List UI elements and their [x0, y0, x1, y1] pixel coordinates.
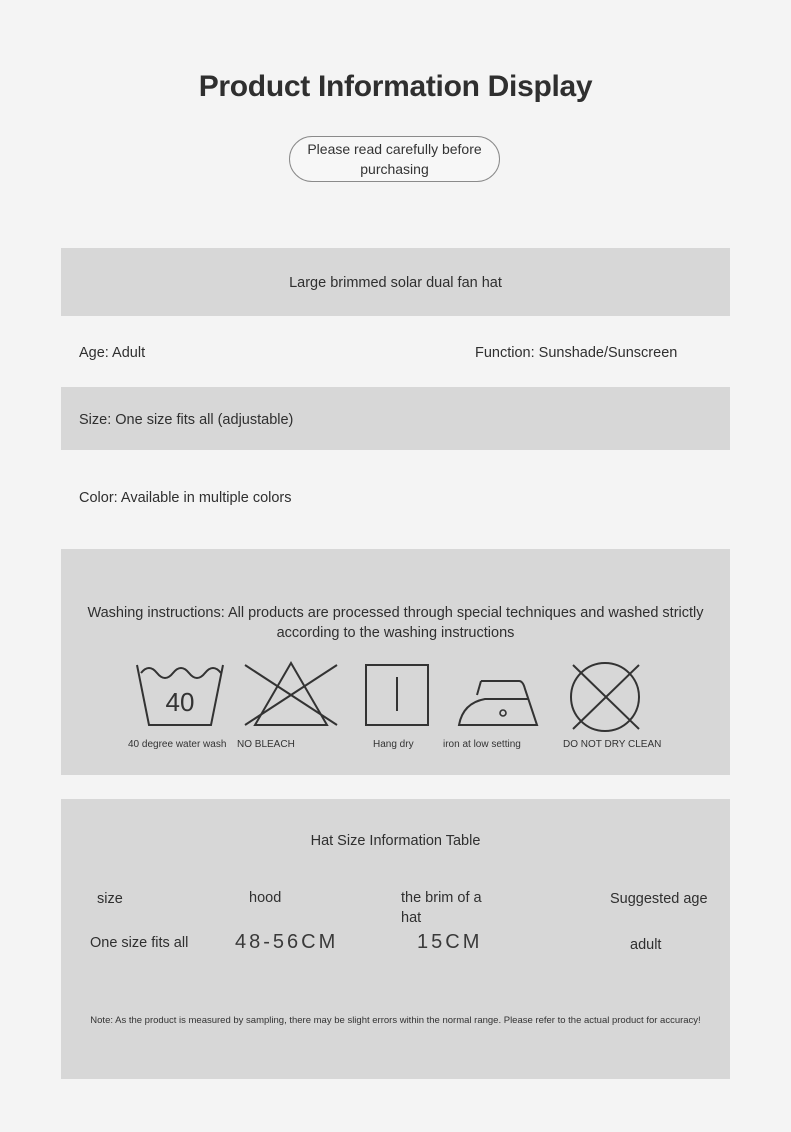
no-bleach-icon — [241, 659, 341, 731]
table-header: the brim of a hat — [401, 890, 482, 926]
measurement-note: Note: As the product is measured by sampling, there may be slight errors within the normal range. Please refer to the actual product for accuracy! — [90, 1015, 701, 1026]
washing-section — [61, 549, 730, 775]
notice-text: Please read carefully before purchasing — [307, 141, 482, 177]
product-name-row — [61, 248, 730, 316]
table-header: size — [97, 891, 123, 907]
wash-40-icon — [133, 659, 227, 731]
color-row — [61, 450, 730, 549]
notice-badge — [289, 136, 500, 182]
table-header: hood — [249, 890, 282, 906]
color-text: Color: Available in multiple colors — [79, 490, 292, 506]
care-label: iron at low setting — [443, 739, 521, 750]
age-function-row — [61, 316, 730, 387]
care-label: 40 degree water wash — [128, 739, 227, 750]
table-header: Suggested age — [610, 891, 708, 907]
table-cell: 48-56CM — [235, 931, 339, 953]
size-text: Size: One size fits all (adjustable) — [79, 412, 294, 428]
function-text: Function: Sunshade/Sunscreen — [475, 345, 678, 361]
table-cell: One size fits all — [90, 935, 189, 951]
size-table-section — [61, 799, 730, 1079]
page-title: Product Information Display — [198, 70, 593, 103]
care-label: DO NOT DRY CLEAN — [563, 739, 662, 750]
product-name: Large brimmed solar dual fan hat — [289, 275, 502, 291]
hang-dry-icon — [364, 659, 430, 731]
table-cell: 15CM — [417, 931, 483, 953]
table-cell: adult — [630, 937, 662, 953]
size-table-title: Hat Size Information Table — [310, 833, 481, 849]
wash-temperature: 40 — [165, 687, 195, 717]
care-label: Hang dry — [373, 739, 414, 750]
care-label: NO BLEACH — [237, 739, 295, 750]
size-row — [61, 387, 730, 450]
no-dry-clean-icon — [565, 659, 645, 735]
iron-low-icon — [457, 659, 541, 731]
age-text: Age: Adult — [79, 345, 146, 361]
washing-instructions: Washing instructions: All products are processed through special techniques and washed strictly according to the washing instructions — [87, 605, 704, 641]
